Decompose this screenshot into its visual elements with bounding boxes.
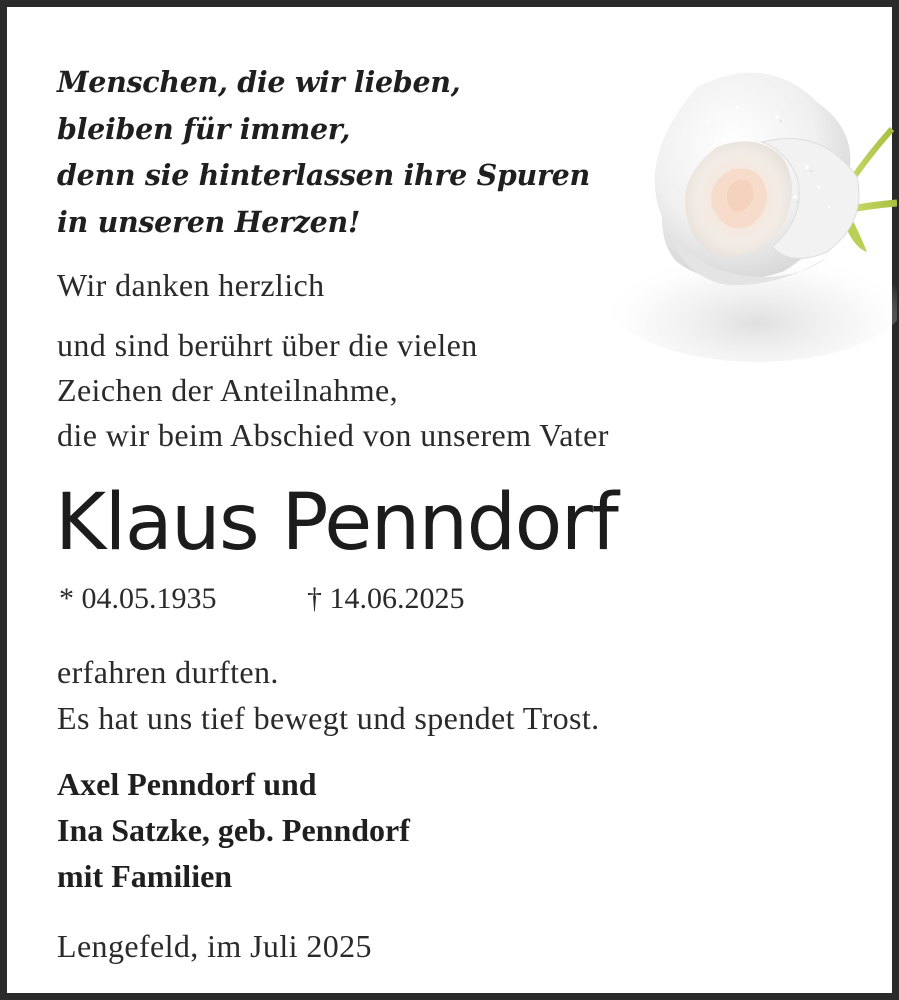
quote-line: denn sie hinterlassen ihre Spuren [57, 158, 590, 192]
quote-line: bleiben für immer, [57, 111, 351, 146]
signer-line: Axel Penndorf und [57, 766, 317, 802]
birth-date: * 04.05.1935 [59, 582, 217, 615]
memorial-quote [57, 59, 590, 245]
paragraph-line: Zeichen der Anteilnahme, [57, 372, 399, 408]
quote-line: Menschen, die wir lieben, [57, 65, 461, 99]
deceased-name: Klaus Penndorf [55, 478, 618, 568]
death-date: † 14.06.2025 [307, 582, 465, 615]
white-rose-icon [567, 47, 897, 377]
paragraph-line: Es hat uns tief bewegt und spendet Trost. [57, 700, 600, 736]
thanks-paragraph [57, 323, 609, 458]
quote-line: in unseren Herzen! [57, 204, 361, 239]
signer-line: mit Familien [57, 858, 233, 894]
paragraph-line: und sind berührt über die vielen [57, 327, 478, 363]
paragraph-line: die wir beim Abschied von unserem Vater [57, 417, 609, 453]
closing-paragraph [57, 649, 600, 741]
place-date: Lengefeld, im Juli 2025 [57, 928, 372, 964]
signers-block [57, 761, 410, 899]
signer-line: Ina Satzke, geb. Penndorf [57, 812, 410, 848]
thanks-line: Wir danken herzlich [57, 267, 325, 303]
paragraph-line: erfahren durften. [57, 654, 279, 690]
